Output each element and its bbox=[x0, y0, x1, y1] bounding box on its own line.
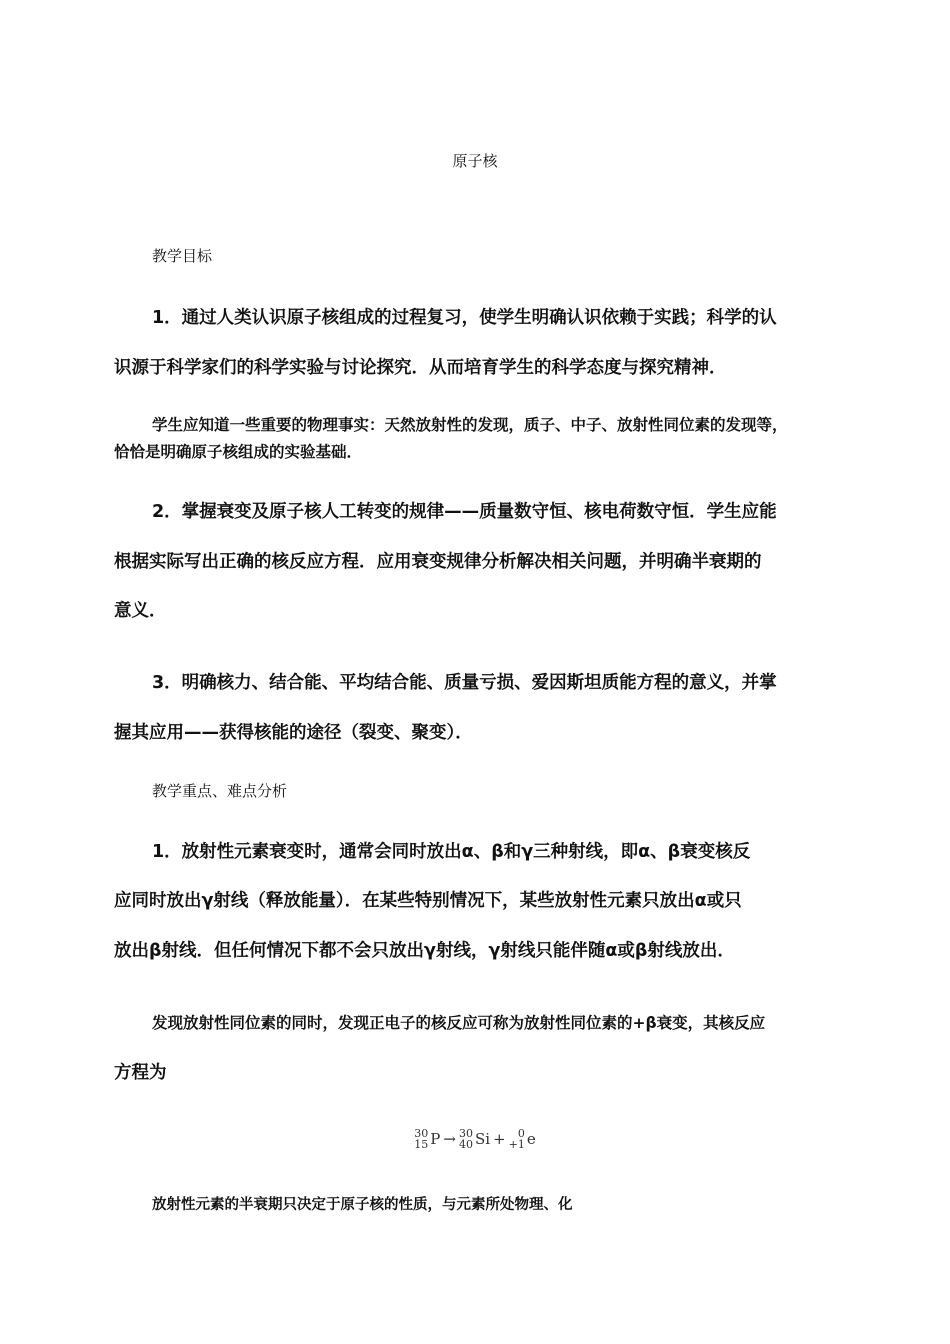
goal3-line1: 3．明确核力、结合能、平均结合能、质量亏损、爱因斯坦质能方程的意义，并掌 bbox=[152, 673, 777, 693]
goal1-line1: 1．通过人类认识原子核组成的过程复习，使学生明确认识依赖于实践；科学的认 bbox=[152, 308, 777, 328]
halflife-line: 放射性元素的半衰期只决定于原子核的性质，与元素所处物理、化 bbox=[152, 1197, 573, 1213]
nuclear-reaction-equation bbox=[0, 1128, 950, 1150]
goal2-line2: 根据实际写出正确的核反应方程．应用衰变规律分析解决相关问题，并明确半衰期的 bbox=[114, 552, 762, 572]
goal2-line1: 2．掌握衰变及原子核人工转变的规律——质量数守恒、核电荷数守恒．学生应能 bbox=[152, 502, 777, 522]
positron bbox=[509, 1128, 536, 1150]
reaction-arrow: → bbox=[443, 1130, 456, 1148]
silicon-nuclide bbox=[459, 1128, 490, 1150]
positron-line1: 发现放射性同位素的同时，发现正电子的核反应可称为放射性同位素的+β衰变，其核反应 bbox=[152, 1014, 766, 1032]
phosphorus-nuclide bbox=[414, 1128, 440, 1150]
silicon-mass-number: 30 bbox=[458, 1127, 473, 1140]
goal1-line2: 识源于科学家们的科学实验与讨论探究．从而培育学生的科学态度与探究精神． bbox=[114, 358, 727, 378]
fact-line1: 学生应知道一些重要的物理事实：天然放射性的发现，质子、中子、放射性同位素的发现等， bbox=[152, 416, 788, 434]
plus-sign: + bbox=[493, 1130, 506, 1148]
goal3-line2: 握其应用——获得核能的途径（裂变、聚变）． bbox=[114, 723, 473, 743]
goal2-line3: 意义． bbox=[114, 601, 167, 621]
point1-line2: 应同时放出γ射线（释放能量）．在某些特别情况下，某些放射性元素只放出α或只 bbox=[114, 891, 742, 911]
section-heading-keypoints: 教学重点、难点分析 bbox=[152, 782, 288, 800]
point1-line3: 放出β射线．但任何情况下都不会只放出γ射线，γ射线只能伴随α或β射线放出． bbox=[114, 941, 735, 961]
phosphorus-charge-number: 15 bbox=[414, 1138, 429, 1151]
positron-symbol: e bbox=[526, 1130, 536, 1148]
positron-mass-number: 0 bbox=[517, 1127, 525, 1140]
phosphorus-mass-number: 30 bbox=[414, 1127, 429, 1140]
positron-charge-number: +1 bbox=[508, 1138, 525, 1151]
section-heading-goals: 教学目标 bbox=[152, 247, 213, 265]
fact-line2: 恰恰是明确原子核组成的实验基础． bbox=[114, 443, 363, 461]
point1-line1: 1．放射性元素衰变时，通常会同时放出α、β和γ三种射线，即α、β衰变核反 bbox=[152, 842, 751, 862]
phosphorus-symbol: P bbox=[430, 1130, 441, 1148]
page-title: 原子核 bbox=[452, 152, 498, 170]
silicon-symbol: Si bbox=[474, 1130, 491, 1148]
silicon-charge-number: 40 bbox=[458, 1138, 473, 1151]
positron-line2: 方程为 bbox=[114, 1063, 167, 1083]
